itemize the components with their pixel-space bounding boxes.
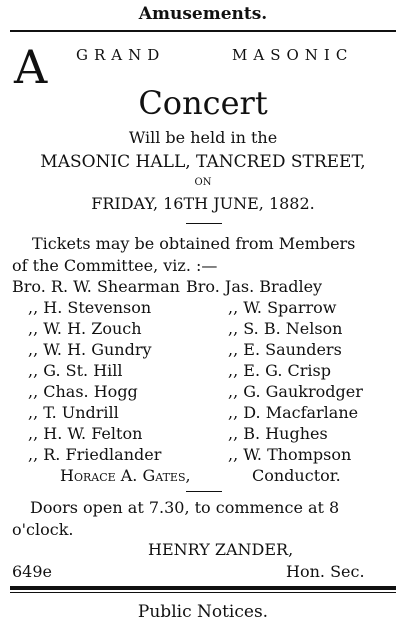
headline-grand: GRAND — [76, 46, 166, 64]
conductor-name: Horace A. Gates, — [60, 466, 191, 485]
ad-number: 649e — [12, 562, 53, 581]
date-line: FRIDAY, 16TH JUNE, 1882. — [91, 194, 315, 213]
headline-masonic: MASONIC — [232, 46, 354, 64]
section-heading-public-notices: Public Notices. — [137, 602, 269, 622]
short-rule — [186, 223, 222, 224]
bottom-thick-rule — [10, 586, 396, 590]
on-line: ON — [194, 177, 212, 188]
committee-member: ,, W. Sparrow — [228, 298, 337, 317]
committee-member: ,, E. Saunders — [228, 340, 342, 359]
drop-cap-initial: A — [14, 40, 48, 94]
committee-member: ,, Chas. Hogg — [28, 382, 138, 401]
committee-member: ,, B. Hughes — [228, 424, 328, 443]
committee-member: ,, R. Friedlander — [28, 445, 162, 464]
committee-member: ,, S. B. Nelson — [228, 319, 343, 338]
secretary-title: Hon. Sec. — [286, 562, 365, 581]
doors-line-1: Doors open at 7.30, to commence at 8 — [30, 498, 340, 517]
committee-member: ,, W. H. Gundry — [28, 340, 152, 359]
committee-member: ,, W. H. Zouch — [28, 319, 142, 338]
concert-title: Concert — [138, 84, 268, 122]
committee-member: ,, H. W. Felton — [28, 424, 143, 443]
committee-member: ,, W. Thompson — [228, 445, 352, 464]
bottom-thin-rule — [10, 592, 396, 593]
committee-member: ,, H. Stevenson — [28, 298, 152, 317]
committee-member: Bro. Jas. Bradley — [186, 277, 323, 296]
committee-member: ,, G. Gaukrodger — [228, 382, 363, 401]
committee-member: ,, D. Macfarlane — [228, 403, 359, 422]
conductor-title: Conductor. — [252, 466, 341, 485]
section-heading-amusements: Amusements. — [138, 4, 268, 24]
secretary-name: HENRY ZANDER, — [148, 540, 294, 559]
short-rule — [186, 491, 222, 492]
doors-line-2: o'clock. — [12, 520, 74, 539]
tickets-line-2: of the Committee, viz. :— — [12, 256, 218, 275]
venue-line: MASONIC HALL, TANCRED STREET, — [40, 152, 366, 172]
committee-member: Bro. R. W. Shearman — [12, 277, 180, 296]
top-rule — [10, 30, 396, 32]
committee-member: ,, T. Undrill — [28, 403, 119, 422]
tickets-line-1: Tickets may be obtained from Members — [32, 234, 356, 253]
committee-member: ,, G. St. Hill — [28, 361, 123, 380]
committee-member: ,, E. G. Crisp — [228, 361, 331, 380]
will-be-held-line: Will be held in the — [128, 128, 278, 147]
